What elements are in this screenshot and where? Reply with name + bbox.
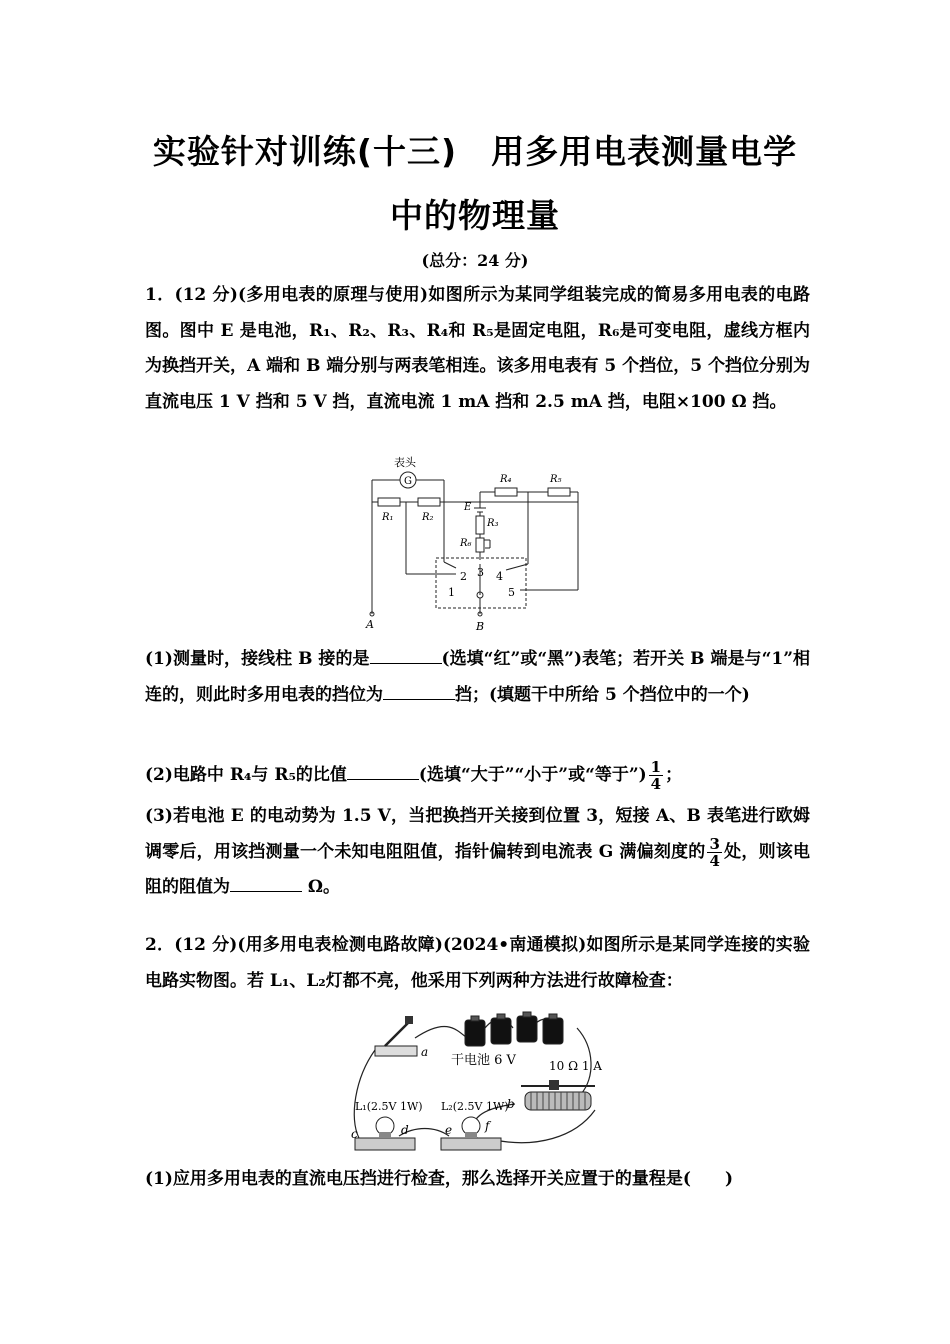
node-b-label: b (507, 1097, 515, 1111)
q1-part2-end: ； (665, 765, 683, 785)
terminal-b-label: B (476, 620, 485, 633)
r6-label: R₆ (460, 538, 472, 549)
meter-label: 表头 (394, 456, 416, 469)
l1-label: L₁(2.5V 1W) (355, 1100, 423, 1113)
q1-part1-text-c: 挡；(填题干中所给 5 个挡位中的一个) (455, 684, 750, 705)
answer-blank-4[interactable] (230, 873, 302, 892)
position-5: 5 (508, 586, 515, 599)
question-1-intro: 1．(12 分)(多用电表的原理与使用)如图所示为某同学组装完成的简易多用电表的电路图。图中 E 是电池，R₁、R₂、R₃、R₄和 R₅是固定电阻，R₆是可变电阻，虚线方框内为换挡开关，A 端和 B 端分别与两表笔相连。该多用电表有 5 个挡位，5 个挡位分别为直流电压 1 V 挡和 5 V 挡，直流电流 1 mA 挡和 2.5 mA 挡，电阻×100 Ω 挡。 (145, 285, 810, 412)
physical-circuit-diagram (345, 1008, 615, 1158)
e-label: E (464, 502, 472, 513)
position-1: 1 (448, 586, 455, 599)
q1-part2-text-a: (2)电路中 R₄与 R₅的比值 (145, 765, 347, 785)
page-title-line2: 中的物理量 (390, 196, 560, 235)
multimeter-circuit-diagram (360, 452, 590, 637)
page-title-line1: 实验针对训练(十三) 用多用电表测量电学 (152, 132, 798, 171)
meter-symbol: G (404, 476, 412, 487)
fraction-numerator: 1 (650, 758, 662, 776)
terminal-a-label: A (366, 618, 374, 631)
question-2-part-1: (1)应用多用电表的直流电压挡进行检查，那么选择开关应置于的量程是( ) (145, 1169, 734, 1189)
total-score: (总分：24 分) (421, 251, 529, 270)
fraction-three-quarters (707, 836, 721, 869)
r1-label: R₁ (382, 512, 394, 523)
q1-part3-text-a: (3)若电池 E 的电动势为 1.5 V，当把换挡开关接到位置 3，短接 A、B 表笔进行欧姆调零后，用该挡测量一个未知电阻阻值，指针偏转到电流表 G 满偏刻度的 (145, 806, 810, 862)
q1-part1-text-b: (选填“红”或“黑”)表笔；若开关 B 端是与“1”相连的，则此时多用电表的挡位为 (145, 649, 810, 705)
question-1-part-2 (145, 758, 810, 794)
node-e-label: e (445, 1123, 453, 1137)
knife-switch (375, 1016, 417, 1056)
fraction-numerator: 3 (709, 834, 720, 853)
rheostat-label: 10 Ω 1 A (549, 1059, 602, 1073)
q1-part3-text-c: Ω。 (302, 877, 341, 897)
battery-label: 干电池 6 V (451, 1053, 516, 1068)
r2-label: R₂ (422, 512, 434, 523)
position-2: 2 (460, 570, 467, 583)
answer-blank-3[interactable] (347, 761, 419, 780)
answer-blank-1[interactable] (370, 645, 442, 664)
position-3: 3 (477, 566, 484, 579)
q1-part2-text-b: (选填“大于”“小于”或“等于”) (418, 765, 647, 785)
fraction-one-quarter (649, 759, 663, 792)
rheostat (521, 1080, 595, 1110)
battery-cells (465, 1012, 563, 1046)
q1-part3-text-b: 处，则该电阻的阻值为 (145, 841, 811, 897)
node-a-label: a (421, 1045, 429, 1059)
question-2-intro: 2．(12 分)(用多用电表检测电路故障)(2024•南通模拟)如图所示是某同学连接的实验电路实物图。若 L₁、L₂灯都不亮，他采用下列两种方法进行故障检查： (145, 935, 810, 991)
node-f-label: f (485, 1119, 490, 1133)
node-c-label: c (351, 1127, 358, 1141)
position-4: 4 (496, 570, 503, 583)
fraction-denominator: 4 (650, 775, 662, 793)
answer-blank-2[interactable] (383, 681, 455, 700)
question-1-part-3 (145, 799, 810, 906)
node-d-label: d (401, 1123, 409, 1137)
fraction-denominator: 4 (709, 851, 720, 870)
r3-label: R₃ (487, 518, 499, 529)
question-1-part-1 (145, 642, 810, 713)
l2-label: L₂(2.5V 1W) (441, 1100, 509, 1113)
r4-label: R₄ (500, 474, 512, 485)
q1-part1-text-a: (1)测量时，接线柱 B 接的是 (145, 649, 370, 669)
r5-label: R₅ (550, 474, 562, 485)
